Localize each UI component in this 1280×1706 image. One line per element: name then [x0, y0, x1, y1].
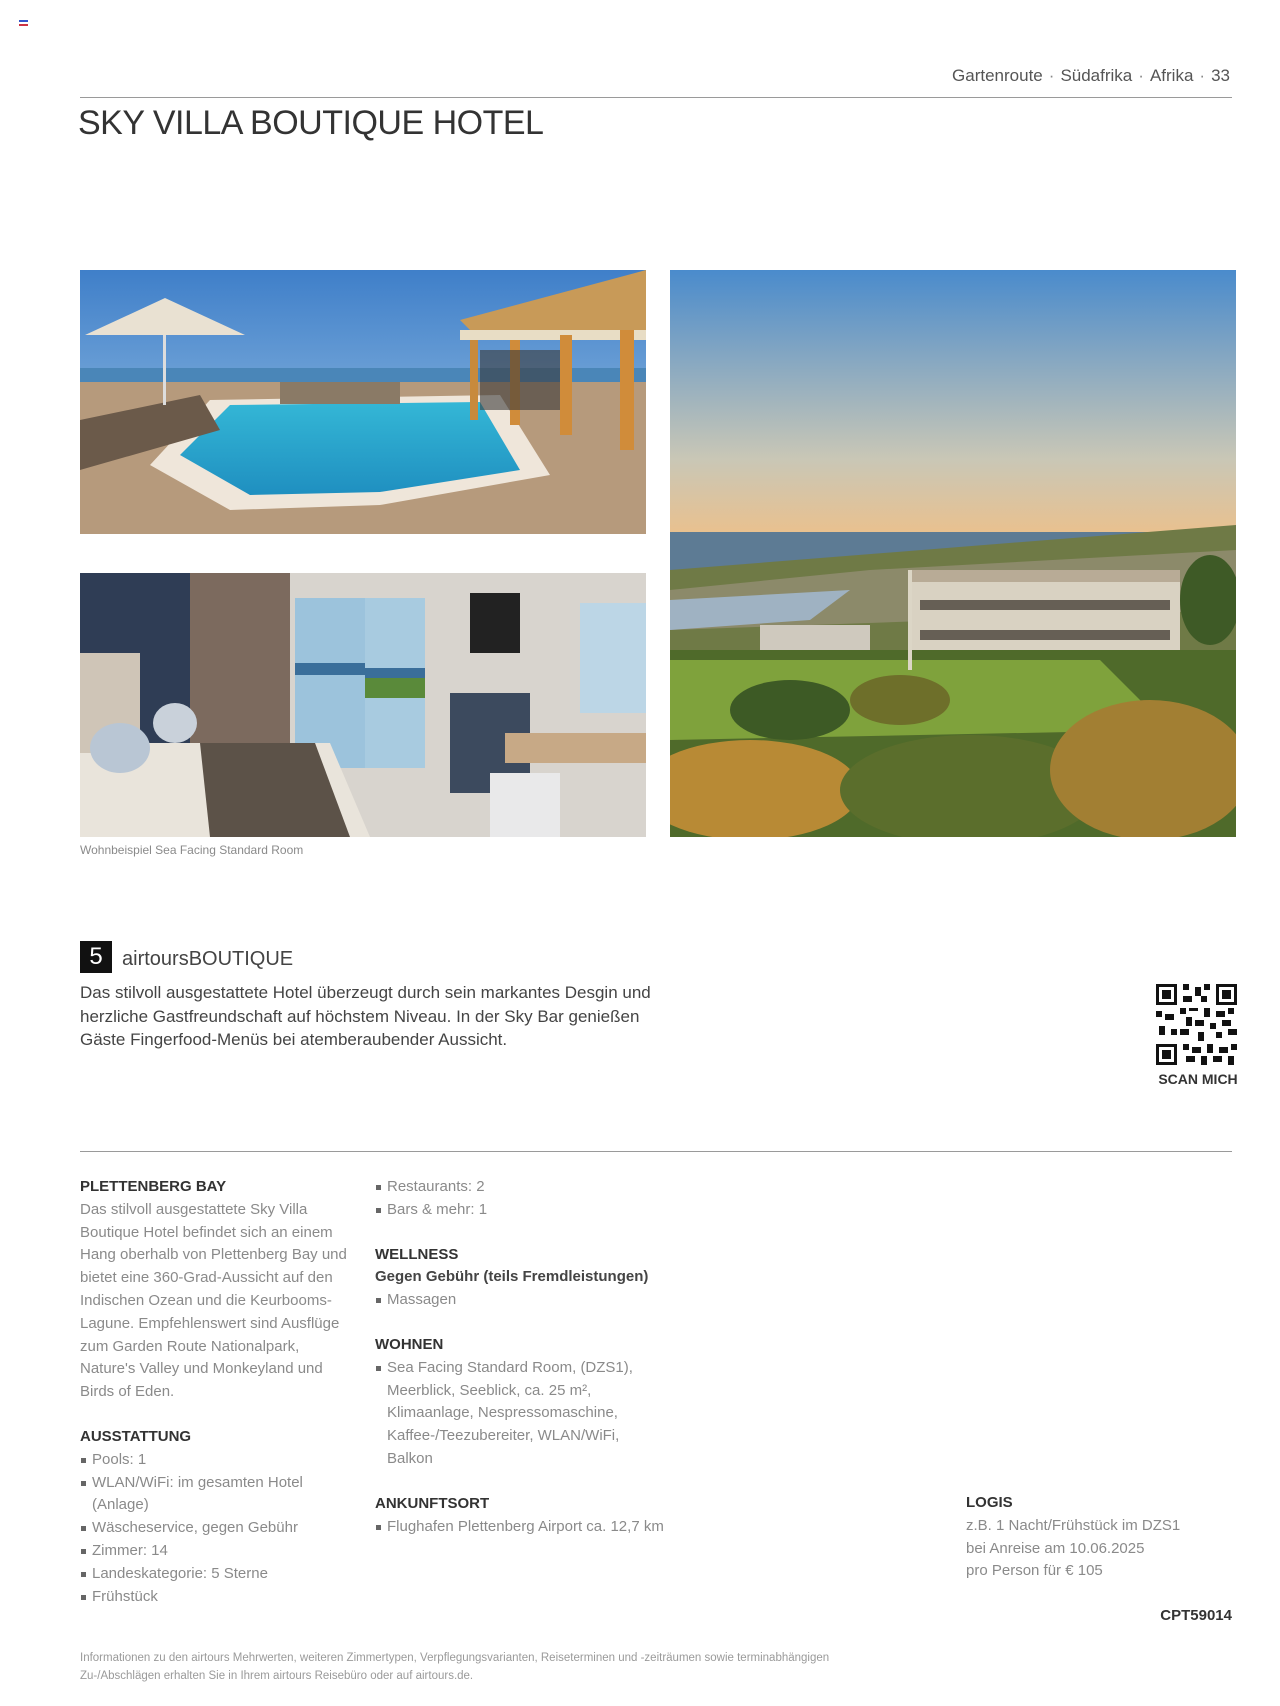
info-column-left — [80, 1176, 355, 1608]
breadcrumb-continent: Afrika — [1149, 66, 1194, 85]
location-heading: PLETTENBERG BAY — [80, 1178, 227, 1195]
wellness-subheading: Gegen Gebühr (teils Fremdleistungen) — [375, 1268, 649, 1286]
list-item: Landeskategorie: 5 Sterne — [80, 1563, 355, 1586]
pool-terrace-photo — [80, 270, 646, 534]
list-item: Pools: 1 — [80, 1449, 355, 1472]
wellness-heading: WELLNESS — [375, 1245, 459, 1263]
footnote: Informationen zu den airtours Mehrwerten, weiteren Zimmertypen, Verpflegungsvarianten, Reiseterminen und -zeiträumen sowie terminabhängigen Zu-/Abschlägen erhalten Sie in Ihrem airtours Reisebüro oder auf airtours.de. — [80, 1652, 830, 1682]
wohnen-heading: WOHNEN — [375, 1335, 444, 1353]
ankunft-list — [375, 1516, 665, 1539]
logis-heading: LOGIS — [966, 1494, 1013, 1511]
info-column-middle — [375, 1176, 665, 1538]
ausstattung-heading: AUSSTATTUNG — [80, 1427, 192, 1445]
logis-line: z.B. 1 Nacht/Frühstück im DZS1 — [966, 1516, 1181, 1534]
logis-block — [966, 1492, 1226, 1583]
ankunft-heading: ANKUNFTSORT — [375, 1494, 490, 1512]
wohnen-list — [375, 1357, 665, 1471]
breadcrumb-region: Gartenroute — [952, 66, 1043, 85]
wellness-list — [375, 1289, 665, 1312]
list-item: Restaurants: 2 — [375, 1176, 665, 1199]
list-item: Flughafen Plettenberg Airport ca. 12,7 km — [375, 1516, 665, 1539]
brand-label: airtoursBOUTIQUE — [122, 948, 294, 970]
photo-caption: Wohnbeispiel Sea Facing Standard Room — [80, 843, 304, 857]
list-item: WLAN/WiFi: im gesamten Hotel (Anlage) — [80, 1472, 355, 1518]
section-divider — [80, 1151, 1232, 1152]
gastro-list — [375, 1176, 665, 1222]
aerial-hotel-photo — [670, 270, 1236, 837]
list-item: Zimmer: 14 — [80, 1540, 355, 1563]
logis-line: bei Anreise am 10.06.2025 — [966, 1539, 1145, 1557]
breadcrumb: Gartenroute · Südafrika · Afrika · 33 — [952, 66, 1230, 85]
breadcrumb-country: Südafrika — [1060, 66, 1133, 85]
ausstattung-list — [80, 1449, 355, 1609]
list-item: Sea Facing Standard Room, (DZS1), Meerblick, Seeblick, ca. 25 m², Klimaanlage, Nespressomaschine, Kaffee-/Teezubereiter, WLAN/WiFi, Balkon — [375, 1357, 665, 1471]
list-item: Wäscheservice, gegen Gebühr — [80, 1517, 355, 1540]
rating-badge: 5 — [80, 941, 112, 973]
list-item: Bars & mehr: 1 — [375, 1199, 665, 1222]
menu-icon[interactable] — [19, 20, 28, 28]
header-divider — [80, 97, 1232, 98]
page-number: 33 — [1211, 66, 1230, 85]
list-item: Massagen — [375, 1289, 665, 1312]
list-item: Frühstück — [80, 1586, 355, 1609]
offer-code: CPT59014 — [1160, 1607, 1232, 1624]
qr-label: SCAN MICH — [1158, 1071, 1238, 1087]
intro-text: Das stilvoll ausgestattete Hotel überzeugt durch sein markantes Desgin und herzliche Gastfreundschaft auf höchstem Niveau. In der Sky Bar genießen Gäste Fingerfood-Menüs bei atemberaubender Aussicht. — [80, 983, 651, 1049]
qr-code[interactable] — [1156, 984, 1237, 1065]
page-title: SKY VILLA BOUTIQUE HOTEL — [78, 104, 544, 142]
location-text: Das stilvoll ausgestattete Sky Villa Boutique Hotel befindet sich an einem Hang oberhalb von Plettenberg Bay und bietet eine 360-Grad-Aussicht auf den Indischen Ozean und die Keurbooms-Lagune. Empfehlenswert sind Ausflüge zum Garden Route Nationalpark, Nature's Valley und Monkeyland und Birds of Eden. — [80, 1200, 347, 1401]
bedroom-photo — [80, 573, 646, 837]
logis-price: pro Person für € 105 — [966, 1562, 1103, 1580]
